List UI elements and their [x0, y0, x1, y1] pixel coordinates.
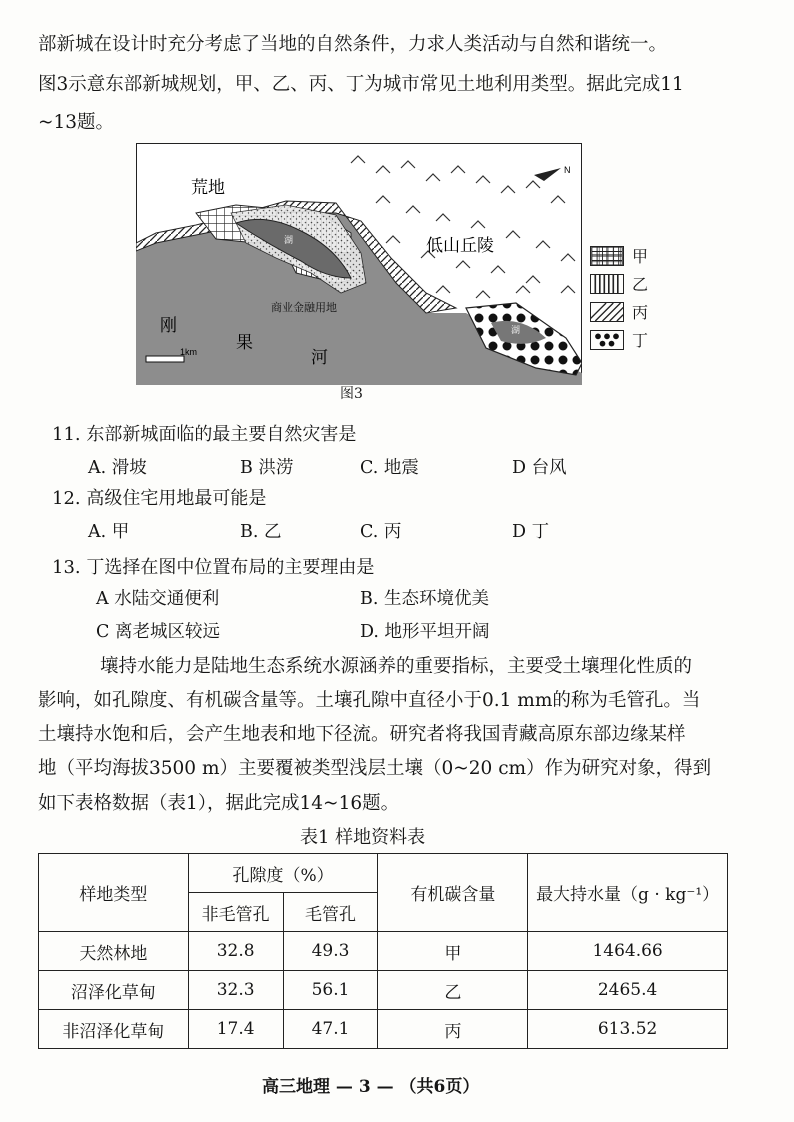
- header-carbon: 有机碳含量: [378, 854, 528, 932]
- label-hills: 低山丘陵: [426, 236, 494, 256]
- passage-line-2: 影响，如孔隙度、有机碳含量等。土壤孔隙中直径小于0.1 mm的称为毛管孔。当: [38, 690, 701, 711]
- table-row: 非沼泽化草甸 17.4 47.1 丙 613.52: [39, 1010, 728, 1049]
- figure-caption: 图3: [340, 386, 363, 402]
- grid-pattern-icon: [590, 246, 624, 266]
- table-row: 沼泽化草甸 32.3 56.1 乙 2465.4: [39, 971, 728, 1010]
- q11-option-d[interactable]: D 台风: [512, 458, 567, 478]
- legend-ding: 丁: [590, 328, 648, 351]
- question-12: 12. 高级住宅用地最可能是: [52, 488, 267, 509]
- north-label: N: [564, 165, 571, 175]
- legend-bing: 丙: [590, 300, 648, 323]
- header-max-water: 最大持水量（g · kg⁻¹）: [528, 854, 728, 932]
- legend-jia: 甲: [590, 244, 648, 267]
- label-lake-2: 湖: [511, 326, 521, 336]
- question-13: 13. 丁选择在图中位置布局的主要理由是: [52, 557, 375, 578]
- q11-option-c[interactable]: C. 地震: [360, 458, 419, 478]
- q13-option-b[interactable]: B. 生态环境优美: [360, 589, 489, 609]
- q11-option-a[interactable]: A. 滑坡: [88, 458, 147, 478]
- header-porosity: 孔隙度（%）: [188, 854, 378, 893]
- legend-yi: 乙: [590, 272, 648, 295]
- vertical-pattern-icon: [590, 274, 624, 294]
- label-river-3: 河: [311, 348, 328, 368]
- label-river-2: 果: [236, 333, 253, 353]
- header-noncapillary: 非毛管孔: [188, 893, 283, 932]
- label-wasteland: 荒地: [191, 178, 225, 198]
- passage-line-1: 壤持水能力是陆地生态系统水源涵养的重要指标，主要受土壤理化性质的: [100, 656, 693, 677]
- dot-pattern-icon: [590, 330, 624, 350]
- intro-line-2: 图3示意东部新城规划，甲、乙、丙、丁为城市常见土地利用类型。据此完成11: [38, 74, 684, 95]
- passage-line-5: 如下表格数据（表1），据此完成14~16题。: [38, 793, 400, 814]
- table-header-row: [39, 854, 728, 893]
- q11-option-b[interactable]: B 洪涝: [240, 458, 294, 478]
- passage-line-3: 土壤持水饱和后，会产生地表和地下径流。研究者将我国青藏高原东部边缘某样: [38, 724, 686, 745]
- intro-line-3: ~13题。: [38, 112, 115, 133]
- q13-option-a[interactable]: A 水陆交通便利: [96, 589, 220, 609]
- q13-option-c[interactable]: C 离老城区较远: [96, 622, 220, 642]
- header-capillary: 毛管孔: [283, 893, 378, 932]
- header-type: 样地类型: [39, 854, 189, 932]
- q12-option-a[interactable]: A. 甲: [88, 522, 130, 542]
- data-table: [38, 853, 728, 1049]
- page-footer: 高三地理 — 3 — （共6页）: [262, 1077, 480, 1097]
- q12-option-d[interactable]: D 丁: [512, 522, 550, 542]
- label-commercial: 商业金融用地: [271, 301, 337, 314]
- q12-option-b[interactable]: B. 乙: [240, 522, 282, 542]
- table-row: 天然林地 32.8 49.3 甲 1464.66: [39, 932, 728, 971]
- question-11: 11. 东部新城面临的最主要自然灾害是: [52, 424, 357, 445]
- label-lake-1: 湖: [284, 236, 294, 246]
- table-caption: 表1 样地资料表: [300, 827, 426, 848]
- label-river-1: 刚: [160, 316, 177, 336]
- svg-text:1km: 1km: [180, 347, 198, 357]
- intro-line-1: 部新城在设计时充分考虑了当地的自然条件，力求人类活动与自然和谐统一。: [38, 34, 668, 55]
- q12-option-c[interactable]: C. 丙: [360, 522, 402, 542]
- diagonal-pattern-icon: [590, 302, 624, 322]
- q13-option-d[interactable]: D. 地形平坦开阔: [360, 622, 490, 642]
- figure-3-map: [136, 143, 582, 385]
- passage-line-4: 地（平均海拔3500 m）主要覆被类型浅层土壤（0~20 cm）作为研究对象，得到: [38, 758, 712, 779]
